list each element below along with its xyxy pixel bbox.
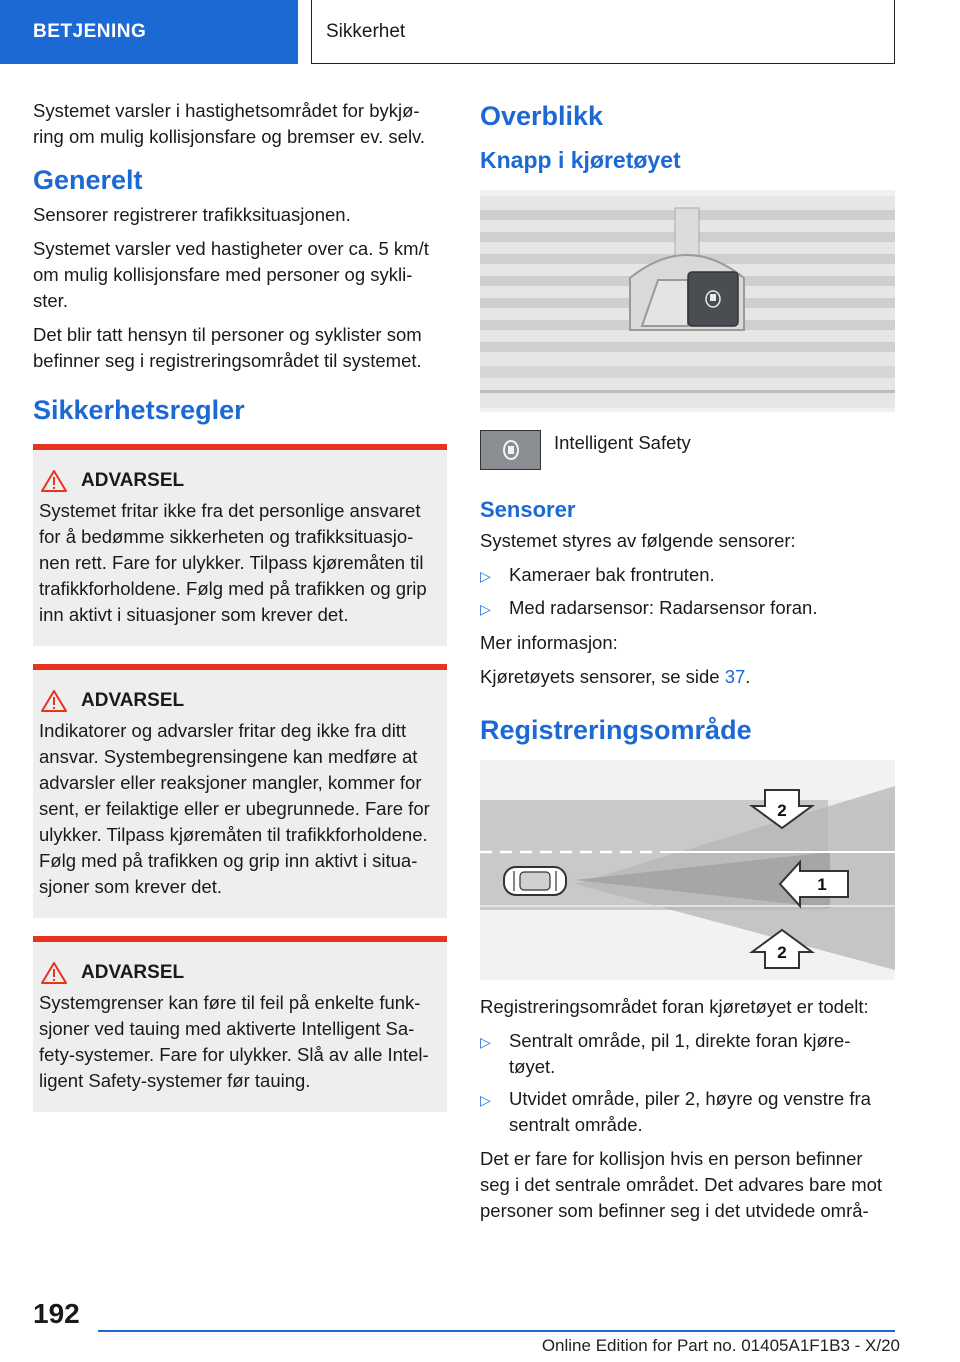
range-outro: Det er fare for kollisjon hvis en person befinner seg i det sentrale området. Det advares bare mot personer som befinner seg i det utvidede områ-	[480, 1148, 883, 1221]
arrow-label-center: 1	[817, 875, 827, 894]
intro-paragraph: Systemet varsler i hastighetsområdet for bykjø-ring om mulig kollisjonsfare og bremser ev. selv.	[33, 100, 426, 147]
section-tab: BETJENING	[0, 0, 298, 64]
list-item	[480, 1028, 895, 1080]
triangle-bullet-icon: ▷	[480, 1092, 491, 1108]
intelligent-safety-icon	[480, 430, 541, 470]
triangle-bullet-icon: ▷	[480, 1034, 491, 1050]
reference-text: Kjøretøyets sensorer, se side	[480, 666, 725, 687]
heading-generelt: Generelt	[33, 165, 143, 195]
button-legend	[480, 430, 895, 470]
list-item	[480, 595, 895, 622]
triangle-bullet-icon: ▷	[480, 601, 491, 617]
list-item	[480, 562, 895, 589]
warning-text: Systemet fritar ikke fra det personlige ansvaret for å bedømme sikkerheten og trafikksituasjo-nen rett. Fare for ulykker. Tilpass kjøremåten til trafikkforholdene. Følg med på trafikken og grip inn aktivt i situasjoner som krever det.	[39, 500, 427, 625]
arrow-label-bottom: 2	[777, 943, 787, 962]
warning-title: ADVARSEL	[81, 962, 185, 983]
heading-sensorer: Sensorer	[480, 497, 576, 522]
range-intro: Registreringsområdet foran kjøretøyet er todelt:	[480, 996, 869, 1017]
sensor-reference	[480, 664, 895, 690]
footer-divider	[98, 1330, 895, 1332]
page-link[interactable]: 37	[724, 666, 746, 687]
warning-box	[33, 444, 447, 646]
range-list	[480, 1028, 895, 1138]
left-column	[33, 98, 447, 1122]
warning-triangle-icon	[41, 962, 67, 984]
warning-text: Systemgrenser kan føre til feil på enkelte funk-sjoner ved tauing med aktiverte Intelligent Sa-fety-systemer. Fare for ulykker. Slå av alle Intel-ligent Safety-systemer før tauing.	[39, 992, 429, 1091]
right-column	[480, 98, 895, 1232]
chapter-title	[311, 0, 895, 64]
list-item-text: Utvidet område, piler 2, høyre og venstre fra sentralt område.	[509, 1088, 871, 1135]
page-number: 192	[33, 1298, 80, 1329]
warning-text: Indikatorer og advarsler fritar deg ikke fra ditt ansvar. Systembegrensingene kan medføre at advarsler eller reaksjoner mangler, kommer for sent, er feilaktige eller er ubegrunnede. Fare for ulykker. Tilpass kjøremåten til trafikkforholdene. Følg med på trafikken og grip inn aktivt i situa-sjoner som krever det.	[39, 720, 430, 897]
list-item-text: Sentralt område, pil 1, direkte foran kjøre-tøyet.	[509, 1030, 851, 1077]
arrow-label-top: 2	[777, 801, 787, 820]
triangle-bullet-icon: ▷	[480, 568, 491, 584]
heading-knapp: Knapp i kjøretøyet	[480, 147, 681, 173]
heading-registreringsomrade: Registreringsområde	[480, 715, 752, 745]
warning-triangle-icon	[41, 470, 67, 492]
warning-box	[33, 664, 447, 918]
button-legend-label: Intelligent Safety	[554, 432, 691, 453]
warning-box	[33, 936, 447, 1112]
heading-sikkerhetsregler: Sikkerhetsregler	[33, 395, 245, 425]
sensors-intro: Systemet styres av følgende sensorer:	[480, 530, 796, 551]
sensor-list	[480, 562, 895, 622]
reference-end: .	[745, 666, 751, 687]
warning-title: ADVARSEL	[81, 470, 185, 491]
detection-range-diagram	[480, 760, 895, 980]
heading-overblikk: Overblikk	[480, 101, 604, 131]
chapter-label: Sikkerhet	[326, 20, 406, 42]
vehicle-button-illustration	[480, 190, 895, 412]
generelt-p2: Systemet varsler ved hastigheter over ca. 5 km/t om mulig kollisjonsfare med personer og sykli-ster.	[33, 238, 429, 311]
warning-triangle-icon	[41, 690, 67, 712]
more-info: Mer informasjon:	[480, 632, 618, 653]
footer-edition: Online Edition for Part no. 01405A1F1B3 - X/20	[541, 1336, 900, 1355]
generelt-p3: Det blir tatt hensyn til personer og syklister som befinner seg i registreringsområdet til systemet.	[33, 324, 422, 371]
list-item-text: Kameraer bak frontruten.	[509, 564, 715, 585]
list-item-text: Med radarsensor: Radarsensor foran.	[509, 597, 818, 618]
generelt-p1: Sensorer registrerer trafikksituasjonen.	[33, 204, 351, 225]
list-item	[480, 1086, 895, 1138]
warning-title: ADVARSEL	[81, 690, 185, 711]
